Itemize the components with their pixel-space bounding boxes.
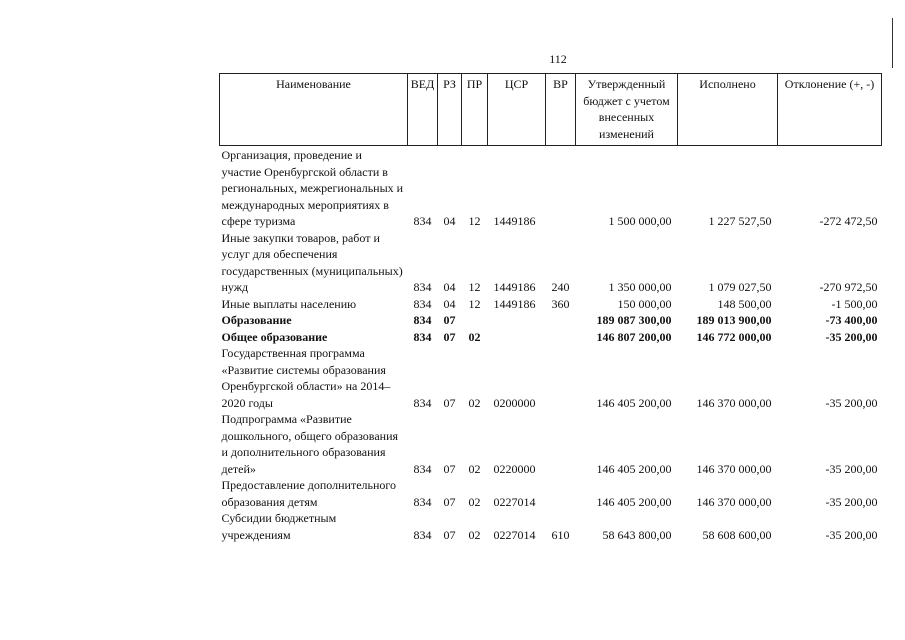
row-approved: 1 350 000,00 — [608, 280, 672, 294]
row-deviation: -35 200,00 — [825, 527, 878, 542]
row-vr — [546, 477, 576, 510]
header-deviation: Отклонение (+, -) — [778, 74, 882, 146]
row-executed: 146 772 000,00 — [696, 329, 772, 344]
row-rz: 07 — [443, 527, 456, 542]
row-csr: 0200000 — [493, 395, 536, 410]
row-executed: 146 370 000,00 — [696, 395, 772, 410]
row-approved: 150 000,00 — [617, 296, 672, 311]
row-csr: 1449186 — [493, 296, 536, 311]
header-ved: ВЕД — [408, 74, 438, 146]
row-pr: 02 — [468, 494, 481, 509]
row-name: Общее образование — [221, 329, 328, 344]
row-executed: 1 079 027,50 — [708, 280, 772, 294]
row-rz: 07 — [443, 395, 456, 410]
row-executed: 58 608 600,00 — [702, 527, 772, 542]
row-pr: 02 — [468, 527, 481, 542]
row-name: Образование — [221, 313, 292, 327]
row-ved: 834 — [413, 214, 432, 228]
row-csr — [488, 329, 546, 346]
row-executed: 146 370 000,00 — [696, 494, 772, 509]
row-rz: 04 — [443, 214, 456, 228]
row-name: Иные выплаты населению — [221, 296, 357, 311]
row-csr: 0227014 — [493, 494, 536, 509]
row-ved: 834 — [413, 461, 432, 476]
row-executed: 189 013 900,00 — [696, 313, 772, 327]
row-vr — [546, 411, 576, 477]
row-rz: 07 — [443, 461, 456, 476]
row-name: Подпрограмма «Развитие дошкольного, общего образования и дополнительного образования детей» — [221, 412, 399, 476]
row-pr: 12 — [468, 280, 481, 294]
row-rz: 07 — [443, 494, 456, 509]
row-executed: 1 227 527,50 — [708, 214, 772, 228]
row-ved: 834 — [413, 313, 432, 327]
row-csr: 0220000 — [493, 461, 536, 476]
row-ved: 834 — [413, 494, 432, 509]
row-vr — [546, 345, 576, 411]
row-deviation: -35 200,00 — [825, 395, 878, 410]
row-name: Организация, проведение и участие Оренбургской области в региональных, межрегиональных и международных мероприятиях в сфере туризма — [221, 148, 404, 228]
page-number: 112 — [549, 52, 567, 66]
header-vr: ВР — [546, 74, 576, 146]
row-executed: 146 370 000,00 — [696, 461, 772, 476]
row-deviation: -272 472,50 — [819, 214, 878, 228]
row-deviation: -73 400,00 — [825, 313, 878, 327]
row-pr: 02 — [468, 395, 481, 410]
row-ved: 834 — [413, 395, 432, 410]
row-pr: 12 — [468, 296, 481, 311]
row-csr: 1449186 — [493, 280, 536, 294]
row-approved: 146 405 200,00 — [596, 494, 672, 509]
row-ved: 834 — [413, 280, 432, 294]
header-name: Наименование — [220, 74, 408, 146]
row-rz: 04 — [443, 296, 456, 311]
row-name: Государственная программа «Развитие системы образования Оренбургской области» на 2014–2020 годы — [221, 346, 391, 410]
table-row — [220, 146, 882, 230]
page-edge-line — [892, 18, 893, 68]
row-ved: 834 — [413, 296, 432, 311]
row-pr: 02 — [468, 329, 481, 344]
row-vr — [546, 146, 576, 230]
row-name: Иные закупки товаров, работ и услуг для обеспечения государственных (муниципальных) нужд — [221, 230, 403, 294]
row-pr — [462, 312, 488, 329]
table-row — [220, 345, 882, 411]
table-row — [220, 296, 882, 313]
row-pr: 02 — [468, 461, 481, 476]
row-deviation: -35 200,00 — [825, 494, 878, 509]
row-deviation: -270 972,50 — [819, 280, 878, 294]
table-row — [220, 477, 882, 510]
row-ved: 834 — [413, 527, 432, 542]
row-executed: 148 500,00 — [717, 296, 772, 311]
row-deviation: -1 500,00 — [831, 296, 878, 311]
row-approved: 146 405 200,00 — [596, 395, 672, 410]
row-approved: 146 807 200,00 — [596, 329, 672, 344]
row-rz: 04 — [443, 280, 456, 294]
row-deviation: -35 200,00 — [825, 329, 878, 344]
header-rz: РЗ — [438, 74, 462, 146]
table-header-row — [220, 74, 882, 146]
row-ved: 834 — [413, 329, 432, 344]
row-approved: 189 087 300,00 — [596, 313, 672, 327]
row-approved: 146 405 200,00 — [596, 461, 672, 476]
header-approved: Утвержденный бюджет с учетом внесенных изменений — [576, 74, 678, 146]
row-name: Предоставление дополнительного образования детям — [221, 478, 397, 509]
row-vr — [546, 329, 576, 346]
budget-table — [219, 73, 882, 543]
row-vr: 240 — [551, 280, 570, 294]
row-approved: 58 643 800,00 — [602, 527, 672, 542]
row-vr: 610 — [551, 527, 570, 542]
header-csr: ЦСР — [488, 74, 546, 146]
table-row — [220, 510, 882, 543]
table-row-section — [220, 312, 882, 329]
row-vr: 360 — [551, 296, 570, 311]
row-csr: 0227014 — [493, 527, 536, 542]
table-row — [220, 411, 882, 477]
row-rz: 07 — [443, 329, 456, 344]
row-csr: 1449186 — [493, 214, 536, 228]
row-rz: 07 — [443, 313, 456, 327]
header-pr: ПР — [462, 74, 488, 146]
row-name: Субсидии бюджетным учреждениям — [221, 511, 337, 542]
row-approved: 1 500 000,00 — [608, 214, 672, 228]
table-row — [220, 230, 882, 296]
row-deviation: -35 200,00 — [825, 461, 878, 476]
table-row-section — [220, 329, 882, 346]
header-executed: Исполнено — [678, 74, 778, 146]
row-csr — [488, 312, 546, 329]
row-pr: 12 — [468, 214, 481, 228]
row-vr — [546, 312, 576, 329]
